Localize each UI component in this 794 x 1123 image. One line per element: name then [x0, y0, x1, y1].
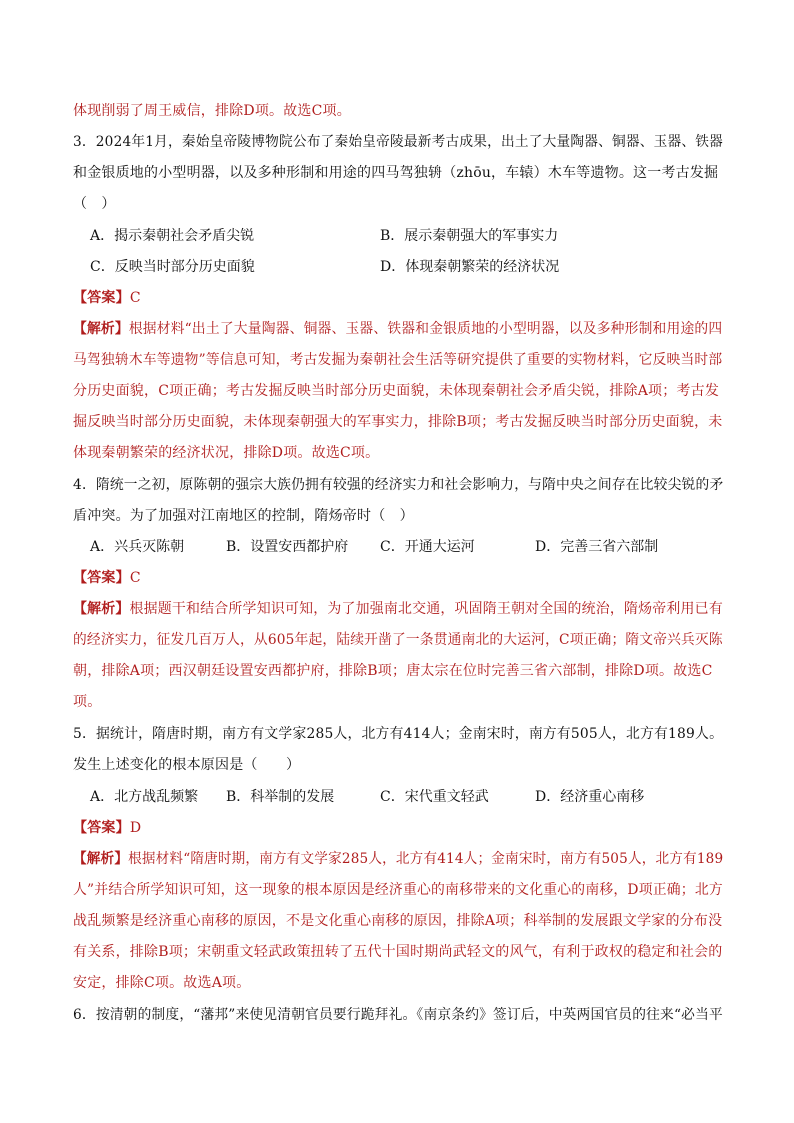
q5-option-a: A．北方战乱频繁 — [90, 789, 199, 805]
q4-option-c: C．开通大运河 — [380, 539, 475, 555]
q3-stem-line-1: 3．2024年1月，秦始皇帝陵博物院公布了秦始皇帝陵最新考古成果，出土了大量陶器、铜器、玉器、铁器 — [73, 134, 723, 150]
prev-analysis-tail: 体现削弱了周王威信，排除D项。故选C项。 — [73, 103, 351, 119]
q4-analysis-line-4: 项。 — [73, 694, 102, 710]
q3-stem-line-2: 和金银质地的小型明器，以及多种形制和用途的四马驾独辀（zhōu，车辕）木车等遗物。这一考古发掘 — [73, 165, 719, 181]
q4-analysis-text-1: 根据题干和结合所学知识可知，为了加强南北交通，巩固隋王朝对全国的统治，隋炀帝利用已有 — [129, 601, 723, 617]
q5-analysis-line-3: 战乱频繁是经济重心南移的原因，不是文化重心南移的原因，排除A项；科举制的发展跟文学家的分布没 — [73, 913, 723, 929]
q3-analysis-line-4: 掘反映当时部分历史面貌，未体现秦朝强大的军事实力，排除B项；考古发掘反映当时部分历史面貌，未 — [73, 414, 723, 430]
q3-analysis-line-3: 分历史面貌，C项正确；考古发掘反映当时部分历史面貌，未体现秦朝社会矛盾尖锐，排除A项；考古发 — [73, 383, 720, 399]
q3-answer-value: C — [129, 290, 141, 306]
q3-analysis-line-1 — [73, 319, 723, 339]
q3-analysis-line-5: 体现秦朝繁荣的经济状况，排除D项。故选C项。 — [73, 445, 380, 461]
q6-stem-line-1: 6．按清朝的制度，“藩邦”来使见清朝官员要行跪拜礼。《南京条约》签订后，中英两国官员的往来“必当平 — [73, 1007, 723, 1023]
q3-analysis-line-2: 马驾独辀木车等遗物”等信息可知，考古发掘为秦朝社会生活等研究提供了重要的实物材料，它反映当时部 — [73, 352, 723, 368]
q5-option-b: B．科举制的发展 — [226, 789, 335, 805]
q4-analysis-line-2: 的经济实力，征发几百万人，从605年起，陆续开凿了一条贯通南北的大运河，C项正确；隋文帝兴兵灭陈 — [73, 632, 723, 648]
q3-stem-line-3: （ ） — [73, 196, 116, 212]
q4-option-b: B．设置安西都护府 — [226, 539, 349, 555]
q3-analysis-tag: 【解析】 — [73, 321, 129, 337]
q5-analysis-line-2: 人”并结合所学知识可知，这一现象的根本原因是经济重心的南移带来的文化重心的南移，D项正确；北方 — [73, 882, 723, 898]
q3-option-b: B．展示秦朝强大的军事实力 — [380, 228, 559, 244]
q5-analysis-text-1: 根据材料“隋唐时期，南方有文学家285人，北方有414人；金南宋时，南方有505人，北方有189 — [128, 851, 724, 867]
q3-analysis-text-1: 根据材料“出土了大量陶器、铜器、玉器、铁器和金银质地的小型明器，以及多种形制和用途的四 — [128, 321, 723, 337]
q4-answer-value: C — [129, 570, 141, 586]
q5-answer-value: D — [129, 820, 142, 836]
q5-option-c: C．宋代重文轻武 — [380, 789, 489, 805]
q5-analysis-tag: 【解析】 — [73, 851, 129, 867]
q5-analysis-line-1 — [73, 849, 724, 869]
q3-answer-tag: 【答案】 — [73, 290, 130, 306]
q5-analysis-line-5: 安定，排除C项。故选A项。 — [73, 975, 251, 991]
q4-option-d: D．完善三省六部制 — [535, 539, 659, 555]
q3-option-a: A．揭示秦朝社会矛盾尖锐 — [90, 228, 255, 244]
q5-answer-tag: 【答案】 — [73, 820, 130, 836]
q3-answer — [73, 288, 723, 308]
q4-answer — [73, 568, 723, 588]
q4-analysis-line-1 — [73, 599, 723, 619]
q4-stem-line-2: 盾冲突。为了加强对江南地区的控制，隋炀帝时（ ） — [73, 508, 414, 524]
q4-answer-tag: 【答案】 — [73, 570, 130, 586]
q5-option-d: D．经济重心南移 — [535, 789, 645, 805]
q5-answer — [73, 818, 723, 838]
q4-stem-line-1: 4．隋统一之初，原陈朝的强宗大族仍拥有较强的经济实力和社会影响力，与隋中央之间存在比较尖锐的矛 — [73, 477, 724, 493]
q5-stem-line-2: 发生上述变化的根本原因是（ ） — [73, 757, 301, 773]
q5-stem-line-1: 5．据统计，隋唐时期，南方有文学家285人，北方有414人；金南宋时，南方有505人，北方有189人。 — [73, 726, 724, 742]
q4-option-a: A．兴兵灭陈朝 — [90, 539, 185, 555]
q3-option-d: D．体现秦朝繁荣的经济状况 — [380, 259, 560, 275]
q4-analysis-tag: 【解析】 — [73, 601, 130, 617]
q3-option-c: C．反映当时部分历史面貌 — [90, 259, 255, 275]
q4-analysis-line-3: 朝，排除A项；西汉朝廷设置安西都护府，排除B项；唐太宗在位时完善三省六部制，排除D项。故选C — [73, 663, 713, 679]
q5-analysis-line-4: 有关系，排除B项；宋朝重文轻武政策扭转了五代十国时期尚武轻文的风气，有利于政权的稳定和社会的 — [73, 944, 723, 960]
